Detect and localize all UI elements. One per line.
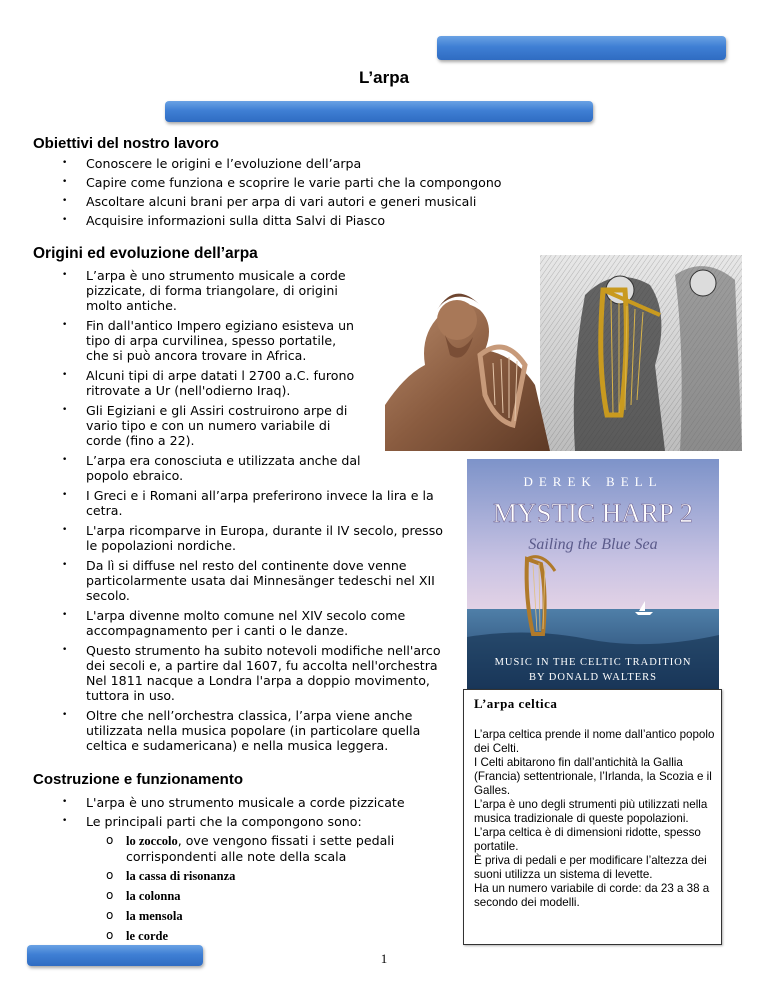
- celtic-line: I Celti abitarono fin dall’antichità la Gallia (Francia) settentrionale, l’Irlanda, la Scozia e il Galles.: [474, 756, 712, 797]
- part-item: o le corde: [106, 928, 168, 943]
- obiettivi-list: [62, 156, 562, 232]
- list-item: • I Greci e i Romani all’arpa preferirono invece la lira e la cetra.: [62, 488, 434, 518]
- bullet-icon: •: [62, 490, 68, 500]
- bullet-icon: •: [62, 610, 68, 620]
- bullet-icon: •: [62, 177, 68, 187]
- bullet-icon: •: [62, 816, 68, 826]
- bullet-icon: •: [62, 560, 68, 570]
- decorative-bar-middle: [165, 101, 593, 122]
- list-item: • Capire come funziona e scoprire le varie parti che la compongono: [62, 175, 502, 190]
- album-artist: Derek Bell: [523, 474, 663, 489]
- celtic-harp-textbox: [463, 689, 722, 945]
- section-heading-origini: Origini ed evoluzione dell’arpa: [33, 245, 258, 262]
- decorative-bar-top: [437, 36, 726, 60]
- bullet-icon: •: [62, 270, 68, 280]
- bullet-icon: •: [62, 158, 68, 168]
- list-item: • Fin dall'antico Impero egiziano esisteva un tipo di arpa curvilinea, spesso portatile, che si può ancora trovare in Africa.: [62, 318, 355, 363]
- part-item: o la cassa di risonanza: [106, 868, 236, 883]
- list-item: • L'arpa divenne molto comune nel XIV secolo come accompagnamento per i canti o le danze.: [62, 608, 406, 638]
- sub-bullet-icon: o: [106, 888, 114, 902]
- list-item: • Gli Egiziani e gli Assiri costruirono arpe di vario tipo e con un numero variabile di corde (fino a 22).: [62, 403, 348, 448]
- page-title: L’arpa: [358, 68, 410, 87]
- origini-list: [62, 268, 452, 758]
- list-item: • Ascoltare alcuni brani per arpa di vari autori e generi musicali: [62, 194, 477, 209]
- bullet-icon: •: [62, 797, 68, 807]
- bullet-icon: •: [62, 645, 68, 655]
- list-item: • L’arpa era conosciuta e utilizzata anche dal popolo ebraico.: [62, 453, 361, 483]
- sub-bullet-icon: o: [106, 833, 114, 847]
- list-item: • L'arpa ricomparve in Europa, durante il IV secolo, presso le popolazioni nordiche.: [62, 523, 443, 553]
- album-footer-line1: Music in the Celtic Tradition: [494, 657, 692, 668]
- album-title: Mystic Harp 2: [492, 498, 694, 528]
- list-item: • Conoscere le origini e l’evoluzione dell’arpa: [62, 156, 362, 171]
- page-number: 1: [380, 951, 388, 966]
- album-cover-image: [467, 459, 719, 691]
- bullet-icon: •: [62, 215, 68, 225]
- costruzione-list: [62, 795, 422, 948]
- list-item: • Oltre che nell’orchestra classica, l’arpa viene anche utilizzata nella musica popolare (in particolare quella celtica e sudamericana) e nella musica leggera.: [62, 708, 421, 753]
- parts-sublist: [106, 833, 422, 944]
- sub-bullet-icon: o: [106, 908, 114, 922]
- bullet-icon: •: [62, 405, 68, 415]
- list-item: • L’arpa è uno strumento musicale a corde pizzicate, di forma triangolare, di origini molto antiche.: [62, 268, 346, 313]
- album-footer-line2: by Donald Walters: [528, 672, 658, 683]
- bullet-icon: •: [62, 710, 68, 720]
- sub-bullet-icon: o: [106, 928, 114, 942]
- bullet-icon: •: [62, 525, 68, 535]
- sub-bullet-icon: o: [106, 868, 114, 882]
- part-item: o la mensola: [106, 908, 183, 923]
- celtic-line: L’arpa celtica è di dimensioni ridotte, spesso portatile.: [474, 826, 701, 853]
- bullet-icon: •: [62, 455, 68, 465]
- celtic-line: È priva di pedali e per modificare l’altezza dei suoni utilizza un sistema di levette.: [474, 854, 707, 881]
- part-item: o lo zoccolo, ove vengono fissati i sette pedali corrispondenti alle note della scala: [106, 833, 395, 864]
- bullet-icon: •: [62, 320, 68, 330]
- list-item: • Le principali parti che la compongono sono: o lo zoccolo, ove vengono fissati i sette pedali corrispondenti alle note della scala o la cassa di risonanza o la colonna o la mensola o le corde: [62, 814, 422, 944]
- album-subtitle: Sailing the Blue Sea: [528, 536, 658, 553]
- celtic-box-title: L’arpa celtica: [474, 696, 558, 711]
- bullet-icon: •: [62, 370, 68, 380]
- list-item: • Da lì si diffuse nel resto del continente dove venne particolarmente usata dai Minnesänger tedeschi nel XII secolo.: [62, 558, 435, 603]
- bullet-icon: •: [62, 196, 68, 206]
- list-item: • Acquisire informazioni sulla ditta Salvi di Piasco: [62, 213, 386, 228]
- list-item: • L'arpa è uno strumento musicale a corde pizzicate: [62, 795, 405, 810]
- section-heading-obiettivi: Obiettivi del nostro lavoro: [33, 135, 219, 152]
- celtic-line: Ha un numero variabile di corde: da 23 a 38 a secondo dei modelli.: [474, 882, 710, 909]
- part-item: o la colonna: [106, 888, 181, 903]
- celtic-line: L’arpa è uno degli strumenti più utilizzati nella musica tradizionale di queste popolazioni.: [474, 798, 708, 825]
- section-heading-costruzione: Costruzione e funzionamento: [33, 771, 243, 788]
- celtic-line: L’arpa celtica prende il nome dall’antico popolo dei Celti.: [474, 728, 715, 755]
- list-item: • Alcuni tipi di arpe datati l 2700 a.C. furono ritrovate a Ur (nell'odierno Iraq).: [62, 368, 355, 398]
- celtic-box-text: [474, 728, 719, 910]
- list-item: • Questo strumento ha subito notevoli modifiche nell'arco dei secoli e, a partire dal 1607, fu accolta nell'orchestra Nel 1811 nacque a Londra l'arpa a doppio movimento, tuttora in uso.: [62, 643, 441, 703]
